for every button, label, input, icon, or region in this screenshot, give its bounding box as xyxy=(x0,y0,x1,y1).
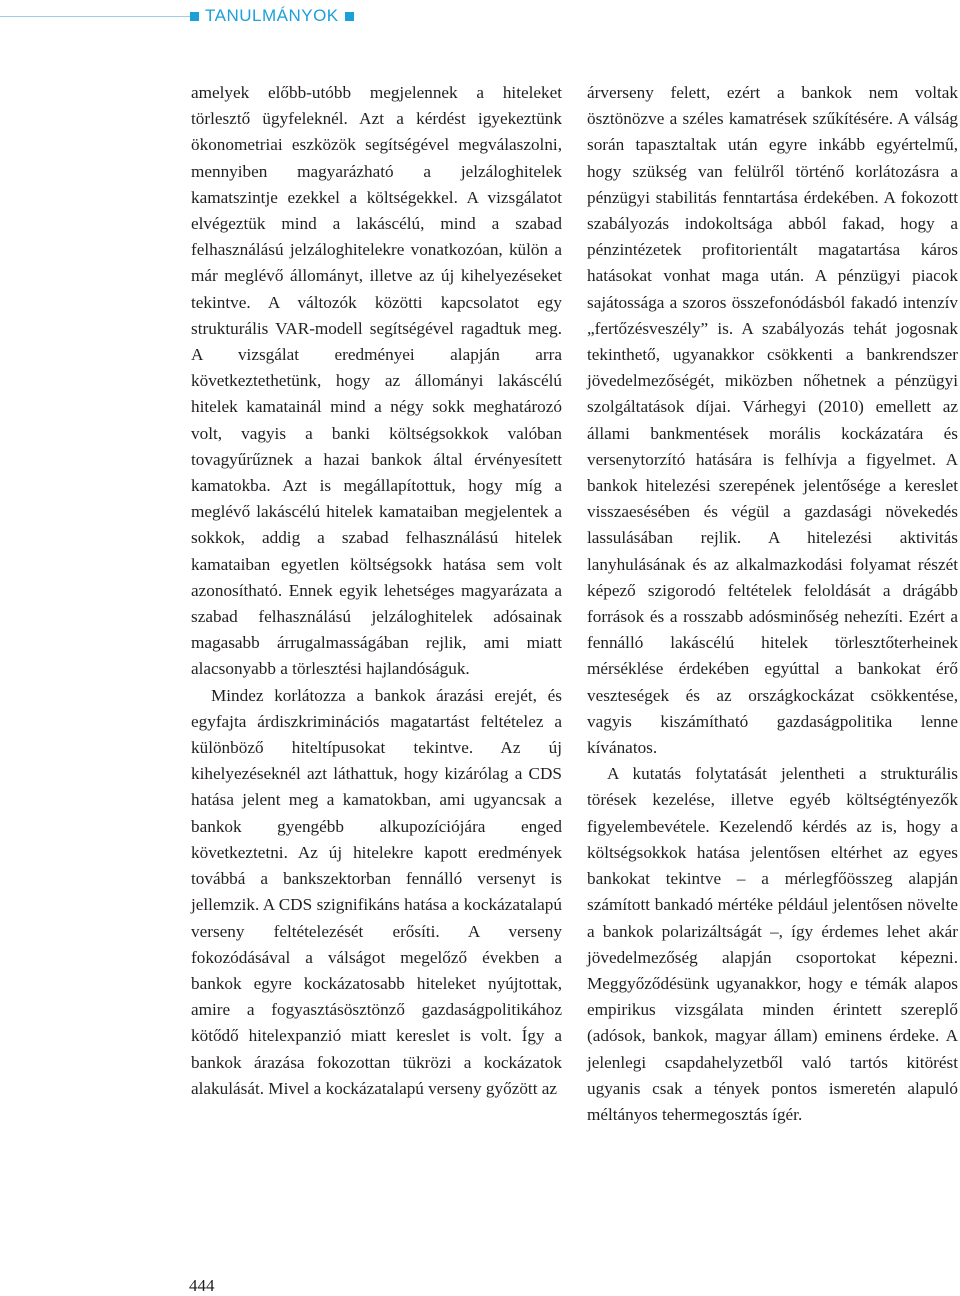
header-rule xyxy=(0,16,190,17)
paragraph: A kutatás folytatását jelentheti a strukturális törések kezelése, illetve egyéb költségtényezők figyelembevétele. Kezelendő kérdés az is, hogy a költségsokkok hatása jelentősen eltérhet az egyes bankokat tekintve – a mérlegfőösszeg alapján számított bankadó mértéke például jelentősen növelte a bankok polarizáltságát –, így érdemes lehet akár jövedelmezőség alapján csoportokat képezni. Meggyőződésünk ugyanakkor, hogy e témák alapos empirikus vizsgálata minden érintett szereplő (adósok, bankok, magyar állam) eminens érdeke. A jelenlegi csapdahelyzetből való tartós kitörést ugyanis csak a tények pontos ismeretén alapuló méltányos tehermegosztás ígér. xyxy=(587,764,958,1124)
square-bullet-icon xyxy=(345,12,354,21)
paragraph: Mindez korlátozza a bankok árazási erejét, és egyfajta árdiszkriminációs magatartást feltételez a különböző hiteltípusokat tekintve. Az új kihelyezéseknél azt láthattuk, hogy kizárólag a CDS hatása jelent meg a kamatokban, ami ugyancsak a bankok gyengébb alkupozíciójára enged következtetni. Az új hitelekre kapott eredmények továbbá a bankszektorban fennálló versenyt is jellemzik. A CDS szignifikáns hatása a kockázatalapú verseny feltételezését erősíti. A verseny fokozódásával a válságot megelőző években a bankok egyre kockázatosabb hiteleket nyújtottak, amire a fogyasztásösztönző gazdaságpolitikához kötődő hitelexpanzió miatt kereslet is volt. Így a bankok árazása fokozottan tükrözi a kockázatok alakulását. Mivel a kockázatalapú verseny győzött az xyxy=(191,685,562,1098)
paragraph: árverseny felett, ezért a bankok nem voltak ösztönözve a széles kamatrések szűkítésére. A válság során tapasztaltak után egyre inkább egyértelmű, hogy szükség van felülről történő korlátozásra a pénzügyi stabilitás fenntartása érdekében. A fokozott szabályozás indokoltsága abból fakad, hogy a pénzintézetek profitorientált magatartása káros hatásokat vonhat maga után. A pénzügyi piacok sajátossága a szoros összefonódásból fakadó intenzív „fertőzésveszély” is. A szabályozás tehát jogosnak tekinthető, ugyanakkor csökkenti a bankrendszer jövedelmezőségét, miközben nőhetnek a pénzügyi szolgáltatások díjai. Várhegyi (2010) emellett az állami bankmentések morális kockázatára és versenytorzító hatására is felhívja a figyelmet. A bankok hitelezési szerepének jelentősége a kereslet visszaesésében és végül a gazdasági növekedés lassulásában rejlik. A hitelezési aktivitás lanyhulásának és az alkalmazkodási folyamat részét képező szigorodó feltételek feloldását a drágább források és a rosszabb adósminőség nehezíti. Ezért a fennálló lakáscélú hitelek törlesztőterheinek mérséklése érdekében egyúttal a bankokat érő veszteségek és az országkockázat csökkentése, vagyis kiszámítható gazdaságpolitika lenne kívánatos. xyxy=(587,83,958,758)
page-number: 444 xyxy=(189,1276,215,1295)
left-column xyxy=(191,80,562,1102)
square-bullet-icon xyxy=(190,12,199,21)
section-header xyxy=(190,4,354,28)
section-title: TANULMÁNYOK xyxy=(205,6,339,25)
paragraph: amelyek előbb-utóbb megjelennek a hiteleket törlesztő ügyfeleknél. Azt a kérdést igyekeztünk ökonometriai eszközök segítségével megválaszolni, mennyiben magyarázható a jelzáloghitelek kamatszintje ezekkel a költségekkel. A vizsgálatot elvégeztük mind a lakáscélú, mind a szabad felhasználású jelzáloghitelekre vonatkozóan, külön a már meglévő állományt, illetve az új kihelyezéseket tekintve. A változók közötti kapcsolatot egy strukturális VAR-modell segítségével ragadtuk meg. A vizsgálat eredményei alapján arra következtethetünk, hogy az állományi lakáscélú hitelek kamatainál mind a négy sokk meghatározó volt, vagyis a banki költségsokkok valóban tovagyűrűznek a hazai bankok által érvényesített kamatokba. Azt is megállapítottuk, hogy míg a meglévő lakáscélú hitelek kamataiban megjelentek a sokkok, addig a szabad felhasználású hitelek kamataiban egyetlen költségsokk hatása sem volt azonosítható. Ennek egyik lehetséges magyarázata a szabad felhasználású jelzáloghitelek adósainak magasabb árrugalmasságában rejlik, ami miatt alacsonyabb a törlesztési hajlandóságuk. xyxy=(191,83,562,679)
right-column xyxy=(587,80,958,1128)
